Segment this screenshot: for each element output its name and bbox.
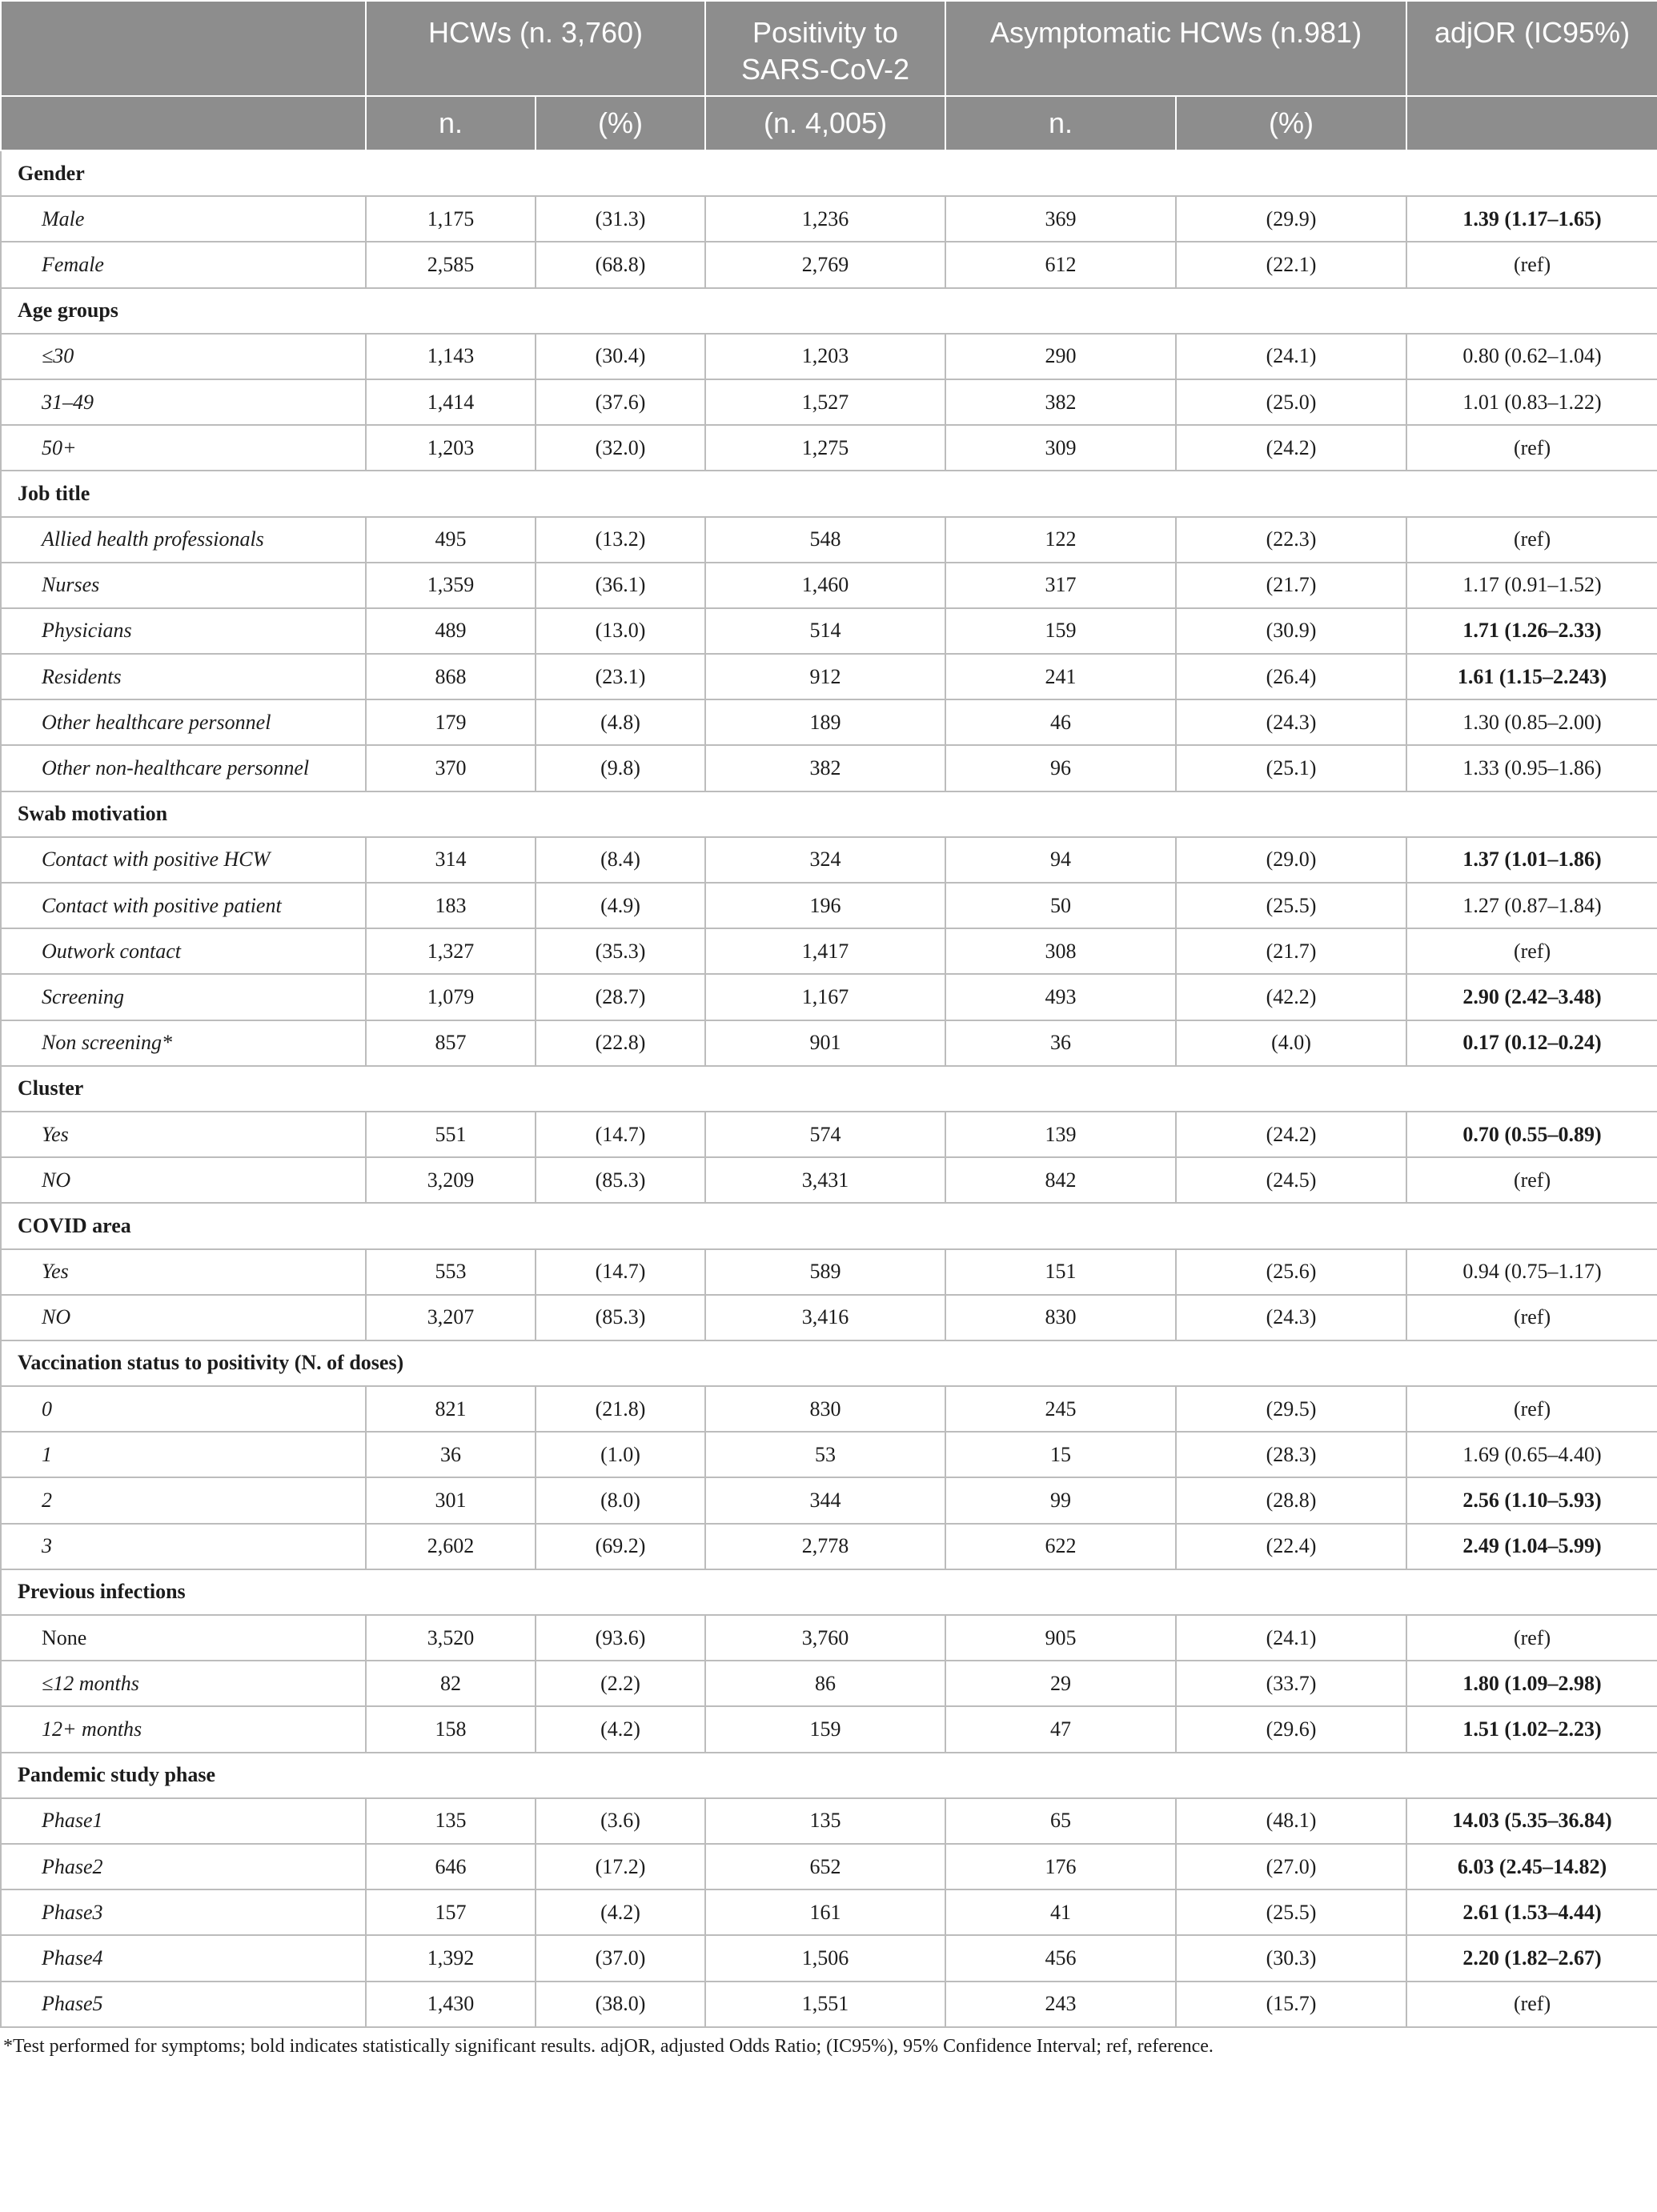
cell-asymptomatic-n: 905	[945, 1615, 1176, 1661]
cell-hcws-n: 1,203	[366, 425, 536, 471]
row-label: Allied health professionals	[1, 517, 366, 563]
cell-asymptomatic-n: 493	[945, 974, 1176, 1020]
cell-asymptomatic-pct: (24.1)	[1176, 334, 1406, 379]
cell-asymptomatic-n: 47	[945, 1706, 1176, 1752]
cell-asymptomatic-pct: (24.2)	[1176, 425, 1406, 471]
cell-hcws-pct: (93.6)	[536, 1615, 705, 1661]
cell-hcws-pct: (32.0)	[536, 425, 705, 471]
header-row-1	[1, 1, 1657, 96]
cell-positivity-n: 1,167	[705, 974, 945, 1020]
row-label: 1	[1, 1432, 366, 1477]
table-row	[1, 1615, 1657, 1661]
cell-asymptomatic-pct: (26.4)	[1176, 654, 1406, 699]
cell-hcws-n: 36	[366, 1432, 536, 1477]
cell-asymptomatic-n: 830	[945, 1295, 1176, 1340]
cell-asymptomatic-n: 15	[945, 1432, 1176, 1477]
cell-asymptomatic-n: 139	[945, 1112, 1176, 1157]
cell-hcws-pct: (85.3)	[536, 1157, 705, 1203]
cell-asymptomatic-n: 842	[945, 1157, 1176, 1203]
table-row	[1, 1982, 1657, 2027]
cell-adjor: (ref)	[1406, 242, 1657, 287]
table-row	[1, 334, 1657, 379]
cell-adjor: 1.39 (1.17–1.65)	[1406, 196, 1657, 242]
table-row	[1, 563, 1657, 608]
cell-adjor: 2.56 (1.10–5.93)	[1406, 1477, 1657, 1523]
cell-hcws-pct: (68.8)	[536, 242, 705, 287]
header-blank	[1, 1, 366, 96]
row-label: Residents	[1, 654, 366, 699]
cell-positivity-n: 3,416	[705, 1295, 945, 1340]
cell-asymptomatic-pct: (29.9)	[1176, 196, 1406, 242]
cell-positivity-n: 1,506	[705, 1935, 945, 1981]
cell-hcws-pct: (4.2)	[536, 1889, 705, 1935]
cell-positivity-n: 574	[705, 1112, 945, 1157]
cell-asymptomatic-n: 317	[945, 563, 1176, 608]
cell-hcws-n: 314	[366, 837, 536, 883]
cell-positivity-n: 652	[705, 1844, 945, 1889]
table-row	[1, 928, 1657, 974]
section-title: Age groups	[1, 288, 1657, 334]
cell-hcws-n: 1,430	[366, 1982, 536, 2027]
cell-hcws-n: 135	[366, 1798, 536, 1844]
cell-hcws-n: 1,143	[366, 334, 536, 379]
cell-asymptomatic-pct: (42.2)	[1176, 974, 1406, 1020]
cell-hcws-pct: (38.0)	[536, 1982, 705, 2027]
cell-hcws-pct: (8.0)	[536, 1477, 705, 1523]
cell-adjor: 1.69 (0.65–4.40)	[1406, 1432, 1657, 1477]
cell-asymptomatic-pct: (28.8)	[1176, 1477, 1406, 1523]
cell-adjor: 6.03 (2.45–14.82)	[1406, 1844, 1657, 1889]
cell-adjor: (ref)	[1406, 1295, 1657, 1340]
cell-asymptomatic-n: 622	[945, 1524, 1176, 1569]
cell-hcws-pct: (13.0)	[536, 608, 705, 654]
table-row	[1, 745, 1657, 791]
table-row	[1, 1706, 1657, 1752]
cell-asymptomatic-pct: (33.7)	[1176, 1661, 1406, 1706]
cell-hcws-n: 3,207	[366, 1295, 536, 1340]
row-label: Nurses	[1, 563, 366, 608]
row-label: ≤12 months	[1, 1661, 366, 1706]
cell-hcws-pct: (69.2)	[536, 1524, 705, 1569]
section-title: COVID area	[1, 1203, 1657, 1248]
cell-positivity-n: 344	[705, 1477, 945, 1523]
cell-hcws-n: 868	[366, 654, 536, 699]
table-row	[1, 425, 1657, 471]
row-label: Female	[1, 242, 366, 287]
table-row	[1, 699, 1657, 745]
cell-positivity-n: 2,769	[705, 242, 945, 287]
cell-adjor: 0.70 (0.55–0.89)	[1406, 1112, 1657, 1157]
table-footnote: *Test performed for symptoms; bold indicates statistically significant results. adjOR, adjusted Odds Ratio; (IC95%), 95% Confidence Interval; ref, reference.	[3, 2035, 1214, 2057]
cell-asymptomatic-n: 369	[945, 196, 1176, 242]
section-title: Gender	[1, 150, 1657, 196]
cell-hcws-n: 82	[366, 1661, 536, 1706]
cell-positivity-n: 86	[705, 1661, 945, 1706]
table-row	[1, 1477, 1657, 1523]
row-label: Male	[1, 196, 366, 242]
table-row	[1, 1295, 1657, 1340]
cell-asymptomatic-n: 29	[945, 1661, 1176, 1706]
cell-hcws-pct: (2.2)	[536, 1661, 705, 1706]
table-header	[1, 1, 1657, 150]
header-asymptomatic: Asymptomatic HCWs (n.981)	[945, 1, 1406, 96]
cell-asymptomatic-pct: (22.3)	[1176, 517, 1406, 563]
cell-hcws-pct: (9.8)	[536, 745, 705, 791]
subheader-pct: (%)	[536, 96, 705, 150]
row-label: NO	[1, 1295, 366, 1340]
cell-hcws-n: 183	[366, 883, 536, 928]
section-title: Previous infections	[1, 1569, 1657, 1615]
cell-positivity-n: 324	[705, 837, 945, 883]
cell-hcws-n: 157	[366, 1889, 536, 1935]
cell-asymptomatic-n: 94	[945, 837, 1176, 883]
cell-asymptomatic-pct: (29.0)	[1176, 837, 1406, 883]
cell-positivity-n: 3,431	[705, 1157, 945, 1203]
cell-adjor: (ref)	[1406, 517, 1657, 563]
cell-asymptomatic-pct: (22.1)	[1176, 242, 1406, 287]
cell-hcws-pct: (22.8)	[536, 1020, 705, 1066]
cell-hcws-n: 1,414	[366, 379, 536, 425]
cell-hcws-pct: (4.8)	[536, 699, 705, 745]
cell-adjor: 1.71 (1.26–2.33)	[1406, 608, 1657, 654]
cell-asymptomatic-n: 612	[945, 242, 1176, 287]
cell-hcws-n: 551	[366, 1112, 536, 1157]
cell-asymptomatic-pct: (25.1)	[1176, 745, 1406, 791]
cell-hcws-pct: (17.2)	[536, 1844, 705, 1889]
table-row	[1, 1112, 1657, 1157]
cell-hcws-pct: (31.3)	[536, 196, 705, 242]
section-row	[1, 288, 1657, 334]
cell-adjor: (ref)	[1406, 1157, 1657, 1203]
header-adjor: adjOR (IC95%)	[1406, 1, 1657, 96]
subheader-adjor-blank	[1406, 96, 1657, 150]
cell-hcws-n: 646	[366, 1844, 536, 1889]
cell-hcws-pct: (23.1)	[536, 654, 705, 699]
cell-hcws-pct: (4.2)	[536, 1706, 705, 1752]
cell-asymptomatic-pct: (24.3)	[1176, 1295, 1406, 1340]
cell-hcws-n: 495	[366, 517, 536, 563]
table-row	[1, 242, 1657, 287]
row-label: Outwork contact	[1, 928, 366, 974]
table-row	[1, 1935, 1657, 1981]
cell-positivity-n: 1,417	[705, 928, 945, 974]
cell-hcws-n: 2,585	[366, 242, 536, 287]
cell-positivity-n: 3,760	[705, 1615, 945, 1661]
table-row	[1, 1889, 1657, 1935]
cell-hcws-n: 1,392	[366, 1935, 536, 1981]
cell-positivity-n: 1,460	[705, 563, 945, 608]
subheader-asym-n: n.	[945, 96, 1176, 150]
cell-asymptomatic-pct: (22.4)	[1176, 1524, 1406, 1569]
row-label: Yes	[1, 1112, 366, 1157]
cell-positivity-n: 159	[705, 1706, 945, 1752]
section-row	[1, 150, 1657, 196]
cell-hcws-pct: (85.3)	[536, 1295, 705, 1340]
cell-adjor: 2.20 (1.82–2.67)	[1406, 1935, 1657, 1981]
cell-hcws-pct: (37.0)	[536, 1935, 705, 1981]
cell-hcws-pct: (30.4)	[536, 334, 705, 379]
cell-hcws-n: 158	[366, 1706, 536, 1752]
cell-hcws-pct: (37.6)	[536, 379, 705, 425]
subheader-positivity: (n. 4,005)	[705, 96, 945, 150]
cell-asymptomatic-pct: (25.5)	[1176, 883, 1406, 928]
cell-asymptomatic-n: 241	[945, 654, 1176, 699]
section-title: Swab motivation	[1, 791, 1657, 837]
row-label: Phase3	[1, 1889, 366, 1935]
section-title: Vaccination status to positivity (N. of doses)	[1, 1340, 1657, 1386]
header-row-2	[1, 96, 1657, 150]
cell-adjor: 1.01 (0.83–1.22)	[1406, 379, 1657, 425]
cell-hcws-n: 2,602	[366, 1524, 536, 1569]
header-positivity: Positivity to SARS-CoV-2	[705, 1, 945, 96]
cell-hcws-pct: (13.2)	[536, 517, 705, 563]
cell-hcws-pct: (4.9)	[536, 883, 705, 928]
cell-asymptomatic-n: 151	[945, 1249, 1176, 1295]
table-row	[1, 1798, 1657, 1844]
row-label: 2	[1, 1477, 366, 1523]
table-body	[1, 150, 1657, 2027]
row-label: 0	[1, 1386, 366, 1432]
cell-adjor: 0.94 (0.75–1.17)	[1406, 1249, 1657, 1295]
cell-asymptomatic-n: 290	[945, 334, 1176, 379]
cell-hcws-n: 553	[366, 1249, 536, 1295]
cell-asymptomatic-n: 176	[945, 1844, 1176, 1889]
cell-adjor: (ref)	[1406, 1615, 1657, 1661]
cell-positivity-n: 2,778	[705, 1524, 945, 1569]
cell-hcws-n: 857	[366, 1020, 536, 1066]
cell-adjor: 1.27 (0.87–1.84)	[1406, 883, 1657, 928]
cell-asymptomatic-pct: (24.1)	[1176, 1615, 1406, 1661]
cell-asymptomatic-pct: (28.3)	[1176, 1432, 1406, 1477]
cell-asymptomatic-n: 456	[945, 1935, 1176, 1981]
table-row	[1, 379, 1657, 425]
cell-hcws-pct: (36.1)	[536, 563, 705, 608]
cell-asymptomatic-pct: (30.9)	[1176, 608, 1406, 654]
cell-asymptomatic-pct: (29.5)	[1176, 1386, 1406, 1432]
table-row	[1, 1844, 1657, 1889]
row-label: Contact with positive patient	[1, 883, 366, 928]
cell-asymptomatic-n: 308	[945, 928, 1176, 974]
cell-hcws-pct: (28.7)	[536, 974, 705, 1020]
cell-asymptomatic-n: 382	[945, 379, 1176, 425]
cell-positivity-n: 189	[705, 699, 945, 745]
section-row	[1, 471, 1657, 516]
section-row	[1, 1066, 1657, 1112]
row-label: None	[1, 1615, 366, 1661]
cell-positivity-n: 1,236	[705, 196, 945, 242]
row-label: 31–49	[1, 379, 366, 425]
cell-positivity-n: 161	[705, 1889, 945, 1935]
row-label: Phase5	[1, 1982, 366, 2027]
cell-asymptomatic-n: 245	[945, 1386, 1176, 1432]
cell-asymptomatic-pct: (24.5)	[1176, 1157, 1406, 1203]
section-row	[1, 791, 1657, 837]
cell-adjor: 2.90 (2.42–3.48)	[1406, 974, 1657, 1020]
section-row	[1, 1340, 1657, 1386]
cell-adjor: 1.33 (0.95–1.86)	[1406, 745, 1657, 791]
cell-hcws-n: 1,359	[366, 563, 536, 608]
cell-adjor: 14.03 (5.35–36.84)	[1406, 1798, 1657, 1844]
cell-hcws-n: 821	[366, 1386, 536, 1432]
cell-asymptomatic-n: 96	[945, 745, 1176, 791]
table-row	[1, 196, 1657, 242]
section-row	[1, 1569, 1657, 1615]
cell-adjor: 1.51 (1.02–2.23)	[1406, 1706, 1657, 1752]
table-row	[1, 517, 1657, 563]
cell-asymptomatic-pct: (4.0)	[1176, 1020, 1406, 1066]
row-label: Other non-healthcare personnel	[1, 745, 366, 791]
table-row	[1, 883, 1657, 928]
row-label: Yes	[1, 1249, 366, 1295]
cell-asymptomatic-n: 50	[945, 883, 1176, 928]
cell-asymptomatic-pct: (24.3)	[1176, 699, 1406, 745]
cell-asymptomatic-pct: (27.0)	[1176, 1844, 1406, 1889]
table-row	[1, 1386, 1657, 1432]
cell-hcws-pct: (14.7)	[536, 1249, 705, 1295]
cell-positivity-n: 1,203	[705, 334, 945, 379]
cell-positivity-n: 53	[705, 1432, 945, 1477]
cell-asymptomatic-n: 309	[945, 425, 1176, 471]
cell-asymptomatic-pct: (25.5)	[1176, 1889, 1406, 1935]
row-label: Non screening*	[1, 1020, 366, 1066]
cell-hcws-n: 1,079	[366, 974, 536, 1020]
cell-hcws-n: 301	[366, 1477, 536, 1523]
row-label: 3	[1, 1524, 366, 1569]
cell-hcws-n: 1,327	[366, 928, 536, 974]
table-row	[1, 654, 1657, 699]
cell-adjor: 0.17 (0.12–0.24)	[1406, 1020, 1657, 1066]
cell-asymptomatic-n: 243	[945, 1982, 1176, 2027]
cell-hcws-n: 3,520	[366, 1615, 536, 1661]
row-label: Contact with positive HCW	[1, 837, 366, 883]
cell-positivity-n: 901	[705, 1020, 945, 1066]
table-row	[1, 1249, 1657, 1295]
cell-asymptomatic-pct: (48.1)	[1176, 1798, 1406, 1844]
cell-positivity-n: 912	[705, 654, 945, 699]
cell-hcws-pct: (1.0)	[536, 1432, 705, 1477]
cell-positivity-n: 135	[705, 1798, 945, 1844]
cell-asymptomatic-pct: (24.2)	[1176, 1112, 1406, 1157]
section-row	[1, 1753, 1657, 1798]
cell-asymptomatic-pct: (15.7)	[1176, 1982, 1406, 2027]
cell-positivity-n: 1,275	[705, 425, 945, 471]
table-row	[1, 1524, 1657, 1569]
row-label: ≤30	[1, 334, 366, 379]
cell-hcws-n: 1,175	[366, 196, 536, 242]
cell-adjor: (ref)	[1406, 928, 1657, 974]
table-row	[1, 837, 1657, 883]
subheader-n: n.	[366, 96, 536, 150]
row-label: Other healthcare personnel	[1, 699, 366, 745]
row-label: Phase4	[1, 1935, 366, 1981]
cell-hcws-pct: (14.7)	[536, 1112, 705, 1157]
header-hcws: HCWs (n. 3,760)	[366, 1, 705, 96]
cell-asymptomatic-pct: (29.6)	[1176, 1706, 1406, 1752]
cell-adjor: 1.30 (0.85–2.00)	[1406, 699, 1657, 745]
table-row	[1, 1432, 1657, 1477]
cell-asymptomatic-n: 36	[945, 1020, 1176, 1066]
row-label: Phase2	[1, 1844, 366, 1889]
cell-asymptomatic-pct: (25.6)	[1176, 1249, 1406, 1295]
cell-adjor: (ref)	[1406, 425, 1657, 471]
cell-adjor: 1.61 (1.15–2.243)	[1406, 654, 1657, 699]
subheader-asym-pct: (%)	[1176, 96, 1406, 150]
cell-asymptomatic-n: 65	[945, 1798, 1176, 1844]
row-label: NO	[1, 1157, 366, 1203]
row-label: 50+	[1, 425, 366, 471]
section-title: Pandemic study phase	[1, 1753, 1657, 1798]
cell-adjor: (ref)	[1406, 1982, 1657, 2027]
table-row	[1, 1157, 1657, 1203]
table-row	[1, 1020, 1657, 1066]
row-label: Physicians	[1, 608, 366, 654]
table-row	[1, 974, 1657, 1020]
cell-adjor: 1.17 (0.91–1.52)	[1406, 563, 1657, 608]
cell-asymptomatic-pct: (30.3)	[1176, 1935, 1406, 1981]
cell-hcws-pct: (8.4)	[536, 837, 705, 883]
cell-hcws-n: 179	[366, 699, 536, 745]
cell-asymptomatic-n: 46	[945, 699, 1176, 745]
cell-positivity-n: 1,527	[705, 379, 945, 425]
cell-positivity-n: 830	[705, 1386, 945, 1432]
cell-adjor: 0.80 (0.62–1.04)	[1406, 334, 1657, 379]
cell-positivity-n: 1,551	[705, 1982, 945, 2027]
cell-adjor: 2.61 (1.53–4.44)	[1406, 1889, 1657, 1935]
section-row	[1, 1203, 1657, 1248]
cell-positivity-n: 548	[705, 517, 945, 563]
cell-positivity-n: 514	[705, 608, 945, 654]
row-label: 12+ months	[1, 1706, 366, 1752]
cell-asymptomatic-n: 122	[945, 517, 1176, 563]
table-row	[1, 1661, 1657, 1706]
row-label: Phase1	[1, 1798, 366, 1844]
cell-hcws-pct: (3.6)	[536, 1798, 705, 1844]
table-row	[1, 608, 1657, 654]
cell-asymptomatic-pct: (21.7)	[1176, 928, 1406, 974]
cell-adjor: 1.37 (1.01–1.86)	[1406, 837, 1657, 883]
cell-asymptomatic-n: 41	[945, 1889, 1176, 1935]
cell-asymptomatic-n: 99	[945, 1477, 1176, 1523]
cell-asymptomatic-pct: (25.0)	[1176, 379, 1406, 425]
section-title: Job title	[1, 471, 1657, 516]
subheader-blank	[1, 96, 366, 150]
cell-hcws-n: 3,209	[366, 1157, 536, 1203]
cell-positivity-n: 382	[705, 745, 945, 791]
cell-asymptomatic-n: 159	[945, 608, 1176, 654]
cell-asymptomatic-pct: (21.7)	[1176, 563, 1406, 608]
cell-hcws-pct: (21.8)	[536, 1386, 705, 1432]
cell-hcws-n: 370	[366, 745, 536, 791]
cell-adjor: 1.80 (1.09–2.98)	[1406, 1661, 1657, 1706]
cell-positivity-n: 196	[705, 883, 945, 928]
cell-hcws-n: 489	[366, 608, 536, 654]
cell-hcws-pct: (35.3)	[536, 928, 705, 974]
row-label: Screening	[1, 974, 366, 1020]
section-title: Cluster	[1, 1066, 1657, 1112]
cell-adjor: (ref)	[1406, 1386, 1657, 1432]
cell-positivity-n: 589	[705, 1249, 945, 1295]
cell-adjor: 2.49 (1.04–5.99)	[1406, 1524, 1657, 1569]
